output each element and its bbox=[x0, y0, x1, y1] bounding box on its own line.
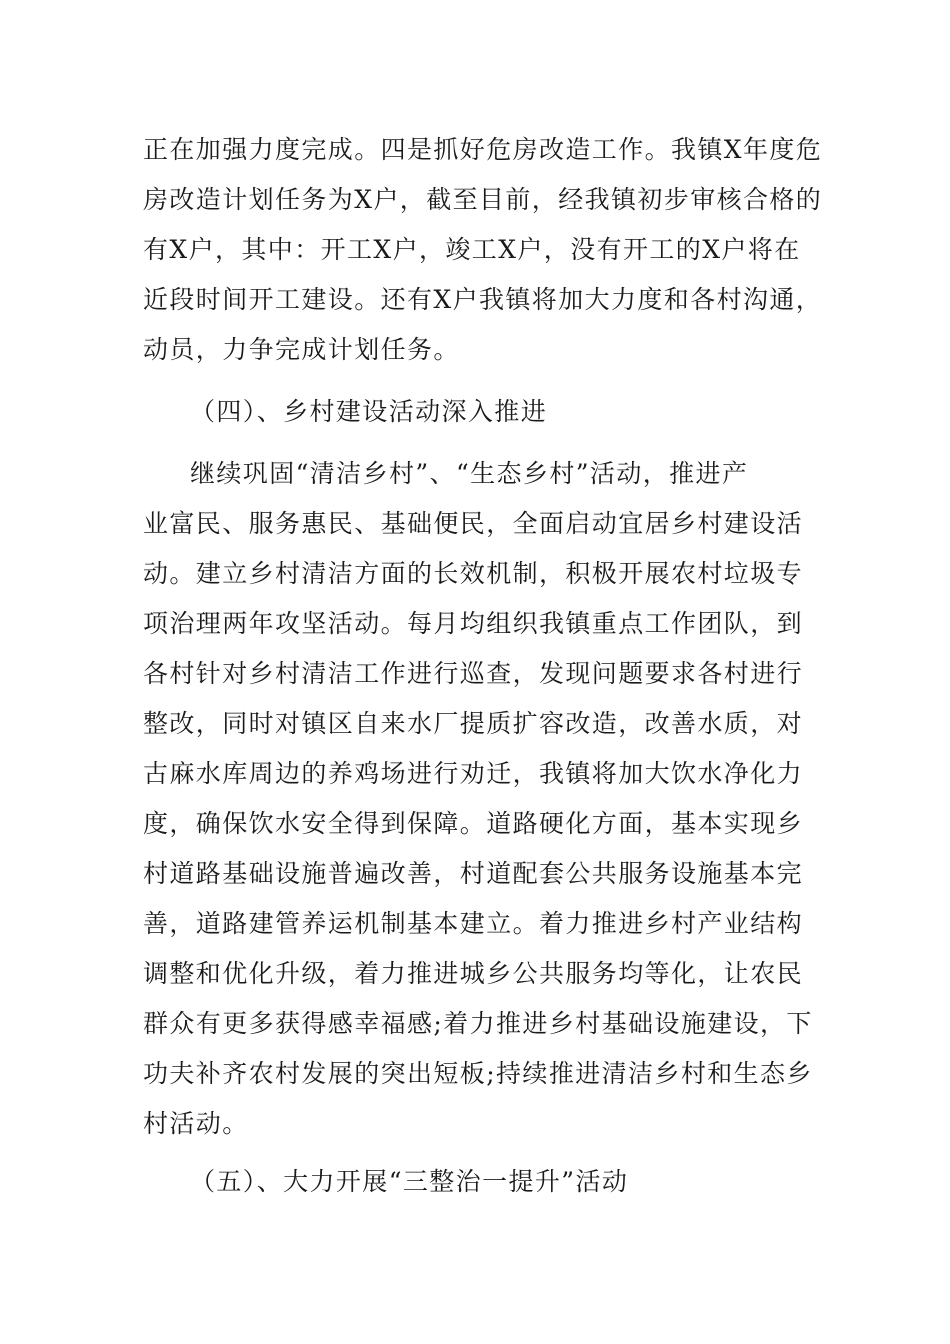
body-text-line: 村活动。 bbox=[143, 1109, 249, 1138]
body-text-line: 动员，力争完成计划任务。 bbox=[143, 335, 460, 364]
section-heading-four: （四）、乡村建设活动深入推进 bbox=[190, 397, 548, 426]
body-text-line: 正在加强力度完成。四是抓好危房改造工作。我镇X年度危 bbox=[143, 135, 823, 164]
body-text-line: 动。建立乡村清洁方面的长效机制，积极开展农村垃圾专 bbox=[143, 559, 804, 588]
body-text-line: 善，道路建管养运机制基本建立。着力推进乡村产业结构 bbox=[143, 909, 804, 938]
body-text-line: 群众有更多获得感幸福感;着力推进乡村基础设施建设，下 bbox=[143, 1009, 813, 1038]
body-text-line: 业富民、服务惠民、基础便民，全面启动宜居乡村建设活 bbox=[143, 509, 804, 538]
body-text-line: 功夫补齐农村发展的突出短板;持续推进清洁乡村和生态乡 bbox=[143, 1059, 813, 1088]
body-text-line: 整改，同时对镇区自来水厂提质扩容改造，改善水质，对 bbox=[143, 709, 804, 738]
body-text-line: 各村针对乡村清洁工作进行巡查，发现问题要求各村进行 bbox=[143, 659, 804, 688]
body-text-line: 项治理两年攻坚活动。每月均组织我镇重点工作团队，到 bbox=[143, 609, 804, 638]
body-text-line: 度，确保饮水安全得到保障。道路硬化方面，基本实现乡 bbox=[143, 809, 804, 838]
body-text-line: 房改造计划任务为X户，截至目前，经我镇初步审核合格的 bbox=[143, 185, 823, 214]
body-text-line: 调整和优化升级，着力推进城乡公共服务均等化，让农民 bbox=[143, 959, 804, 988]
body-text-line: 近段时间开工建设。还有X户我镇将加大力度和各村沟通， bbox=[143, 285, 823, 314]
body-text-line: 古麻水库周边的养鸡场进行劝迁，我镇将加大饮水净化力 bbox=[143, 759, 804, 788]
paragraph-first-line: 继续巩固“清洁乡村”、“生态乡村”活动，推进产 bbox=[190, 459, 749, 488]
section-heading-five: （五）、大力开展“三整治一提升”活动 bbox=[190, 1167, 629, 1196]
body-text-line: 村道路基础设施普遍改善，村道配套公共服务设施基本完 bbox=[143, 859, 804, 888]
body-text-line: 有X户，其中：开工X户，竣工X户，没有开工的X户将在 bbox=[143, 235, 801, 264]
